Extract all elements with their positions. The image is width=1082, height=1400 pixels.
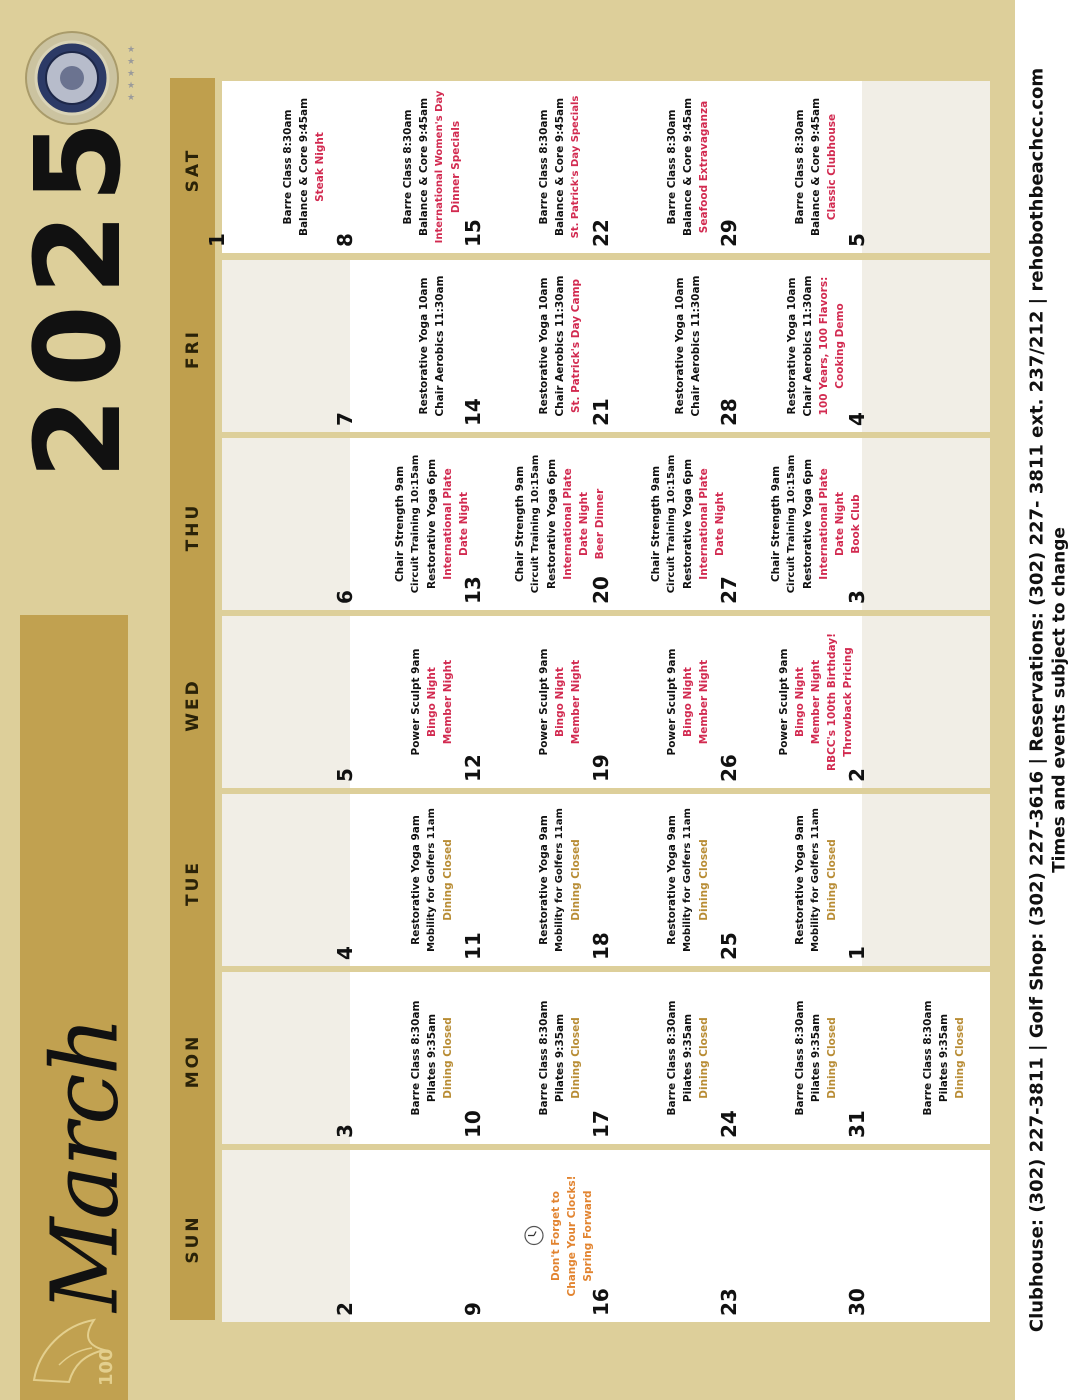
event-item: Dinner Specials — [450, 120, 462, 214]
day-number: 24 — [717, 1110, 741, 1138]
day-cell[interactable] — [461, 81, 606, 253]
event-item: Date Night — [714, 492, 726, 556]
day-number-box — [335, 564, 355, 604]
day-cell[interactable] — [845, 260, 990, 432]
event-item: Dining Closed — [698, 839, 710, 921]
event-item: International Plate — [698, 468, 710, 580]
event-item: Circuit Training 10:15am — [666, 454, 677, 594]
event-item: Throwback Pricing — [842, 647, 854, 757]
event-item: Pilates 9:35am — [810, 1013, 822, 1103]
day-cell[interactable] — [845, 972, 990, 1144]
event-item: Chair Aerobics 11:30am — [434, 275, 446, 417]
event-item: Power Sculpt 9am — [410, 648, 422, 756]
day-cell — [222, 794, 350, 966]
day-number: 25 — [717, 932, 741, 960]
day-number: 8 — [333, 233, 357, 247]
event-item: Bingo Night — [794, 667, 806, 737]
day-number: 4 — [333, 946, 357, 960]
day-number-box — [719, 564, 739, 604]
day-number: 18 — [589, 932, 613, 960]
day-number-box — [335, 1098, 355, 1138]
day-number-box — [335, 742, 355, 782]
day-number-box — [847, 920, 867, 960]
day-number: 1 — [205, 233, 229, 247]
event-item: Steak Night — [314, 132, 326, 202]
day-number-box — [719, 742, 739, 782]
day-number: 19 — [589, 754, 613, 782]
event-item: Mobility for Golfers 11am — [426, 808, 437, 952]
day-number-box — [463, 742, 483, 782]
day-number: 21 — [589, 398, 613, 426]
calendar-month: March — [31, 1018, 139, 1312]
day-cell[interactable] — [589, 1150, 734, 1322]
day-number-box — [463, 386, 483, 426]
day-cell[interactable] — [461, 438, 606, 610]
event-item: Balance & Core 9:45am — [418, 97, 430, 237]
calendar-year: 2025 — [9, 110, 147, 480]
day-number: 22 — [589, 219, 613, 247]
event-item: Barre Class 8:30am — [794, 109, 806, 225]
event-item: St. Patrick's Day Specials — [570, 95, 581, 239]
day-number-box — [719, 386, 739, 426]
event-item: Dining Closed — [826, 1017, 838, 1099]
clock-icon — [524, 1226, 544, 1246]
event-item: Beer Dinner — [594, 488, 606, 560]
day-cell[interactable] — [205, 81, 350, 253]
day-cell[interactable] — [717, 260, 862, 432]
event-item: Chair Aerobics 11:30am — [802, 275, 814, 417]
event-list — [416, 264, 448, 429]
day-cell[interactable] — [333, 794, 478, 966]
day-number-box — [207, 207, 227, 247]
day-number-box — [463, 1276, 483, 1316]
event-item: Date Night — [834, 492, 846, 556]
event-item: Balance & Core 9:45am — [682, 97, 694, 237]
day-cell[interactable] — [589, 616, 734, 788]
day-number-box — [591, 207, 611, 247]
day-number-box — [335, 920, 355, 960]
day-number-box — [335, 386, 355, 426]
event-item: Restorative Yoga 9am — [794, 815, 806, 945]
event-item: Seafood Extravaganza — [698, 100, 710, 234]
day-number: 3 — [333, 1124, 357, 1138]
day-number: 5 — [845, 233, 869, 247]
event-item: Member Night — [698, 659, 710, 745]
day-number: 11 — [461, 932, 485, 960]
weekday-wed — [170, 616, 215, 794]
event-list — [536, 85, 584, 250]
event-list — [392, 442, 472, 607]
day-number: 5 — [333, 768, 357, 782]
svg-text:★: ★ — [127, 69, 136, 79]
day-number-box — [847, 1276, 867, 1316]
day-number-box — [719, 1098, 739, 1138]
event-item: Chair Strength 9am — [514, 465, 526, 583]
event-item: Barre Class 8:30am — [666, 1000, 678, 1116]
day-number: 29 — [717, 219, 741, 247]
day-cell[interactable] — [717, 616, 862, 788]
day-number: 13 — [461, 576, 485, 604]
svg-text:★: ★ — [127, 57, 136, 67]
event-item: Circuit Training 10:15am — [410, 454, 421, 594]
event-item: Barre Class 8:30am — [666, 109, 678, 225]
day-number: 23 — [717, 1288, 741, 1316]
event-item: Pilates 9:35am — [682, 1013, 694, 1103]
event-list — [776, 620, 856, 785]
day-number: 9 — [461, 1302, 485, 1316]
day-cell[interactable] — [717, 972, 862, 1144]
day-number: 14 — [461, 398, 485, 426]
weekday-tue — [170, 794, 215, 972]
event-item: Spring Forward — [582, 1190, 594, 1282]
weekday-header — [170, 78, 215, 1320]
day-cell[interactable] — [589, 972, 734, 1144]
event-item: 100 Years, 100 Flavors: — [818, 276, 830, 416]
day-cell[interactable] — [333, 260, 478, 432]
event-list — [400, 85, 464, 250]
day-number-box — [847, 742, 867, 782]
event-item: Balance & Core 9:45am — [810, 97, 822, 237]
event-item: Barre Class 8:30am — [794, 1000, 806, 1116]
event-item: Restorative Yoga 9am — [410, 815, 422, 945]
event-item: Barre Class 8:30am — [538, 109, 550, 225]
event-item: Cooking Demo — [834, 303, 846, 389]
event-item: Bingo Night — [682, 667, 694, 737]
event-item: RBCC's 100th Birthday! — [826, 633, 838, 771]
event-item: Restorative Yoga 9am — [538, 815, 550, 945]
event-item: Dining Closed — [570, 839, 582, 921]
anniversary-logo — [24, 1310, 124, 1390]
day-number: 20 — [589, 576, 613, 604]
event-list — [524, 1154, 596, 1319]
day-number: 2 — [845, 768, 869, 782]
event-item: Restorative Yoga 10am — [418, 277, 430, 415]
weekday-sun — [170, 1150, 215, 1328]
event-item: Dining Closed — [442, 1017, 454, 1099]
event-list — [408, 976, 456, 1141]
day-number-box — [847, 207, 867, 247]
day-cell[interactable] — [717, 81, 862, 253]
event-item: Circuit Training 10:15am — [530, 454, 541, 594]
event-item: Restorative Yoga 6pm — [682, 458, 694, 590]
event-item: Date Night — [458, 492, 470, 556]
event-list — [536, 620, 584, 785]
event-item: Dining Closed — [826, 839, 838, 921]
event-item: Mobility for Golfers 11am — [682, 808, 693, 952]
day-number: 7 — [333, 412, 357, 426]
day-number-box — [591, 1098, 611, 1138]
weekday-thu — [170, 438, 215, 616]
event-list — [792, 798, 840, 963]
day-number-box — [847, 1098, 867, 1138]
event-item: Classic Clubhouse — [826, 113, 838, 221]
event-list — [408, 620, 456, 785]
footer-disclaimer: Times and events subject to change — [1049, 527, 1070, 873]
day-cell[interactable] — [717, 1150, 862, 1322]
eagle-icon — [24, 1310, 124, 1390]
event-list — [536, 976, 584, 1141]
footer-contact-line: Clubhouse: (302) 227-3811 | Golf Shop: (302) 227-3616 | Reservations: (302) 227- 3811 ext. 237/212 | rehobothbeachcc.com — [1026, 67, 1048, 1333]
day-cell[interactable] — [845, 81, 990, 253]
event-item: Member Night — [570, 659, 582, 745]
event-item: Bingo Night — [426, 667, 438, 737]
svg-text:★: ★ — [127, 81, 136, 91]
event-item: Restorative Yoga 10am — [674, 277, 686, 415]
event-item: Chair Strength 9am — [394, 465, 406, 583]
day-cell[interactable] — [717, 794, 862, 966]
footer — [1015, 0, 1082, 1400]
event-item: Pilates 9:35am — [426, 1013, 438, 1103]
svg-text:★: ★ — [127, 45, 136, 55]
weekday-label: TUE — [182, 859, 203, 907]
event-item: Bingo Night — [554, 667, 566, 737]
day-number: 26 — [717, 754, 741, 782]
day-cell[interactable] — [589, 81, 734, 253]
event-item: International Plate — [562, 468, 574, 580]
event-list — [280, 85, 328, 250]
day-cell[interactable] — [589, 794, 734, 966]
day-number: 12 — [461, 754, 485, 782]
event-list — [648, 442, 728, 607]
day-number: 2 — [333, 1302, 357, 1316]
event-list — [664, 620, 712, 785]
day-number: 3 — [845, 590, 869, 604]
event-item: Change Your Clocks! — [566, 1175, 578, 1297]
event-item: Restorative Yoga 6pm — [426, 458, 438, 590]
event-item: St. Patrick's Day Camp — [570, 278, 582, 414]
weekday-label: WED — [182, 678, 203, 732]
day-cell — [222, 438, 350, 610]
svg-text:★: ★ — [127, 93, 136, 103]
event-item: Restorative Yoga 9am — [666, 815, 678, 945]
day-number: 1 — [845, 946, 869, 960]
event-item: International Plate — [818, 468, 830, 580]
weekday-label: SAT — [182, 147, 203, 193]
event-item: Restorative Yoga 10am — [538, 277, 550, 415]
event-list — [408, 798, 456, 963]
event-list — [664, 798, 712, 963]
day-number-box — [847, 564, 867, 604]
day-number-box — [591, 920, 611, 960]
day-number: 27 — [717, 576, 741, 604]
event-list — [664, 976, 712, 1141]
day-number: 31 — [845, 1110, 869, 1138]
event-item: Pilates 9:35am — [938, 1013, 950, 1103]
weekday-fri — [170, 260, 215, 438]
day-number: 17 — [589, 1110, 613, 1138]
weekday-label: FRI — [182, 328, 203, 370]
event-item: Member Night — [442, 659, 454, 745]
day-number-box — [591, 386, 611, 426]
day-number-box — [591, 1276, 611, 1316]
day-cell — [222, 616, 350, 788]
event-item: Dining Closed — [954, 1017, 966, 1099]
event-list — [792, 976, 840, 1141]
event-item: Dining Closed — [442, 839, 454, 921]
event-item: Dining Closed — [698, 1017, 710, 1099]
day-cell[interactable] — [845, 1150, 990, 1322]
day-number: 30 — [845, 1288, 869, 1316]
event-item: Chair Aerobics 11:30am — [690, 275, 702, 417]
event-item: Date Night — [578, 492, 590, 556]
day-cell[interactable] — [333, 438, 478, 610]
event-list — [664, 85, 712, 250]
event-item: Mobility for Golfers 11am — [554, 808, 565, 952]
event-item: Chair Strength 9am — [650, 465, 662, 583]
event-list — [536, 264, 584, 429]
day-cell[interactable] — [717, 438, 862, 610]
day-number: 15 — [461, 219, 485, 247]
event-item: Chair Aerobics 11:30am — [554, 275, 566, 417]
day-cell[interactable] — [461, 260, 606, 432]
event-item: Circuit Training 10:15am — [786, 454, 797, 594]
day-number-box — [847, 386, 867, 426]
weekday-mon — [170, 972, 215, 1150]
event-list — [792, 85, 840, 250]
day-number: 4 — [845, 412, 869, 426]
event-item: Power Sculpt 9am — [538, 648, 550, 756]
day-cell[interactable] — [461, 794, 606, 966]
event-item: Barre Class 8:30am — [538, 1000, 550, 1116]
event-list — [784, 264, 848, 429]
day-cell[interactable] — [333, 972, 478, 1144]
day-number: 28 — [717, 398, 741, 426]
event-item: Chair Strength 9am — [770, 465, 782, 583]
day-number: 16 — [589, 1288, 613, 1316]
day-cell[interactable] — [461, 972, 606, 1144]
day-number-box — [463, 207, 483, 247]
svg-text:100: 100 — [96, 1348, 117, 1386]
day-cell[interactable] — [845, 794, 990, 966]
event-item: International Plate — [442, 468, 454, 580]
event-item: Power Sculpt 9am — [778, 648, 790, 756]
event-item: Member Night — [810, 659, 822, 745]
day-cell — [222, 1150, 350, 1322]
day-number: 10 — [461, 1110, 485, 1138]
event-list — [920, 976, 968, 1141]
day-number: 6 — [333, 590, 357, 604]
event-item: Pilates 9:35am — [554, 1013, 566, 1103]
event-item: Restorative Yoga 6pm — [546, 458, 558, 590]
event-item: International Women's Day — [434, 90, 445, 244]
event-item: Barre Class 8:30am — [410, 1000, 422, 1116]
event-item: Dining Closed — [570, 1017, 582, 1099]
day-number-box — [335, 1276, 355, 1316]
event-item: Barre Class 8:30am — [282, 109, 294, 225]
event-item: Book Club — [850, 494, 862, 554]
weekday-label: SUN — [182, 1214, 203, 1264]
day-cell[interactable] — [333, 81, 478, 253]
day-cell[interactable] — [333, 1150, 478, 1322]
event-list — [672, 264, 704, 429]
event-item: Restorative Yoga 6pm — [802, 458, 814, 590]
footer-text — [1026, 10, 1071, 1390]
day-cell[interactable] — [461, 616, 606, 788]
event-item: Power Sculpt 9am — [666, 648, 678, 756]
day-cell — [222, 260, 350, 432]
event-item: Restorative Yoga 10am — [786, 277, 798, 415]
day-number-box — [591, 742, 611, 782]
event-item: Barre Class 8:30am — [402, 109, 414, 225]
event-item: Balance & Core 9:45am — [554, 97, 566, 237]
day-number-box — [463, 1098, 483, 1138]
event-item: Don't Forget to — [550, 1191, 562, 1281]
day-cell[interactable] — [461, 1150, 606, 1322]
weekday-label: THU — [182, 502, 203, 552]
day-cell[interactable] — [589, 260, 734, 432]
day-number-box — [719, 207, 739, 247]
weekday-label: MON — [182, 1033, 203, 1089]
day-cell — [222, 972, 350, 1144]
event-item: Mobility for Golfers 11am — [810, 808, 821, 952]
event-item: Balance & Core 9:45am — [298, 97, 310, 237]
day-number-box — [591, 564, 611, 604]
event-item: Barre Class 8:30am — [922, 1000, 934, 1116]
day-number-box — [719, 920, 739, 960]
event-list — [536, 798, 584, 963]
day-number-box — [719, 1276, 739, 1316]
day-number-box — [463, 920, 483, 960]
day-number-box — [335, 207, 355, 247]
day-cell[interactable] — [333, 616, 478, 788]
day-number-box — [463, 564, 483, 604]
